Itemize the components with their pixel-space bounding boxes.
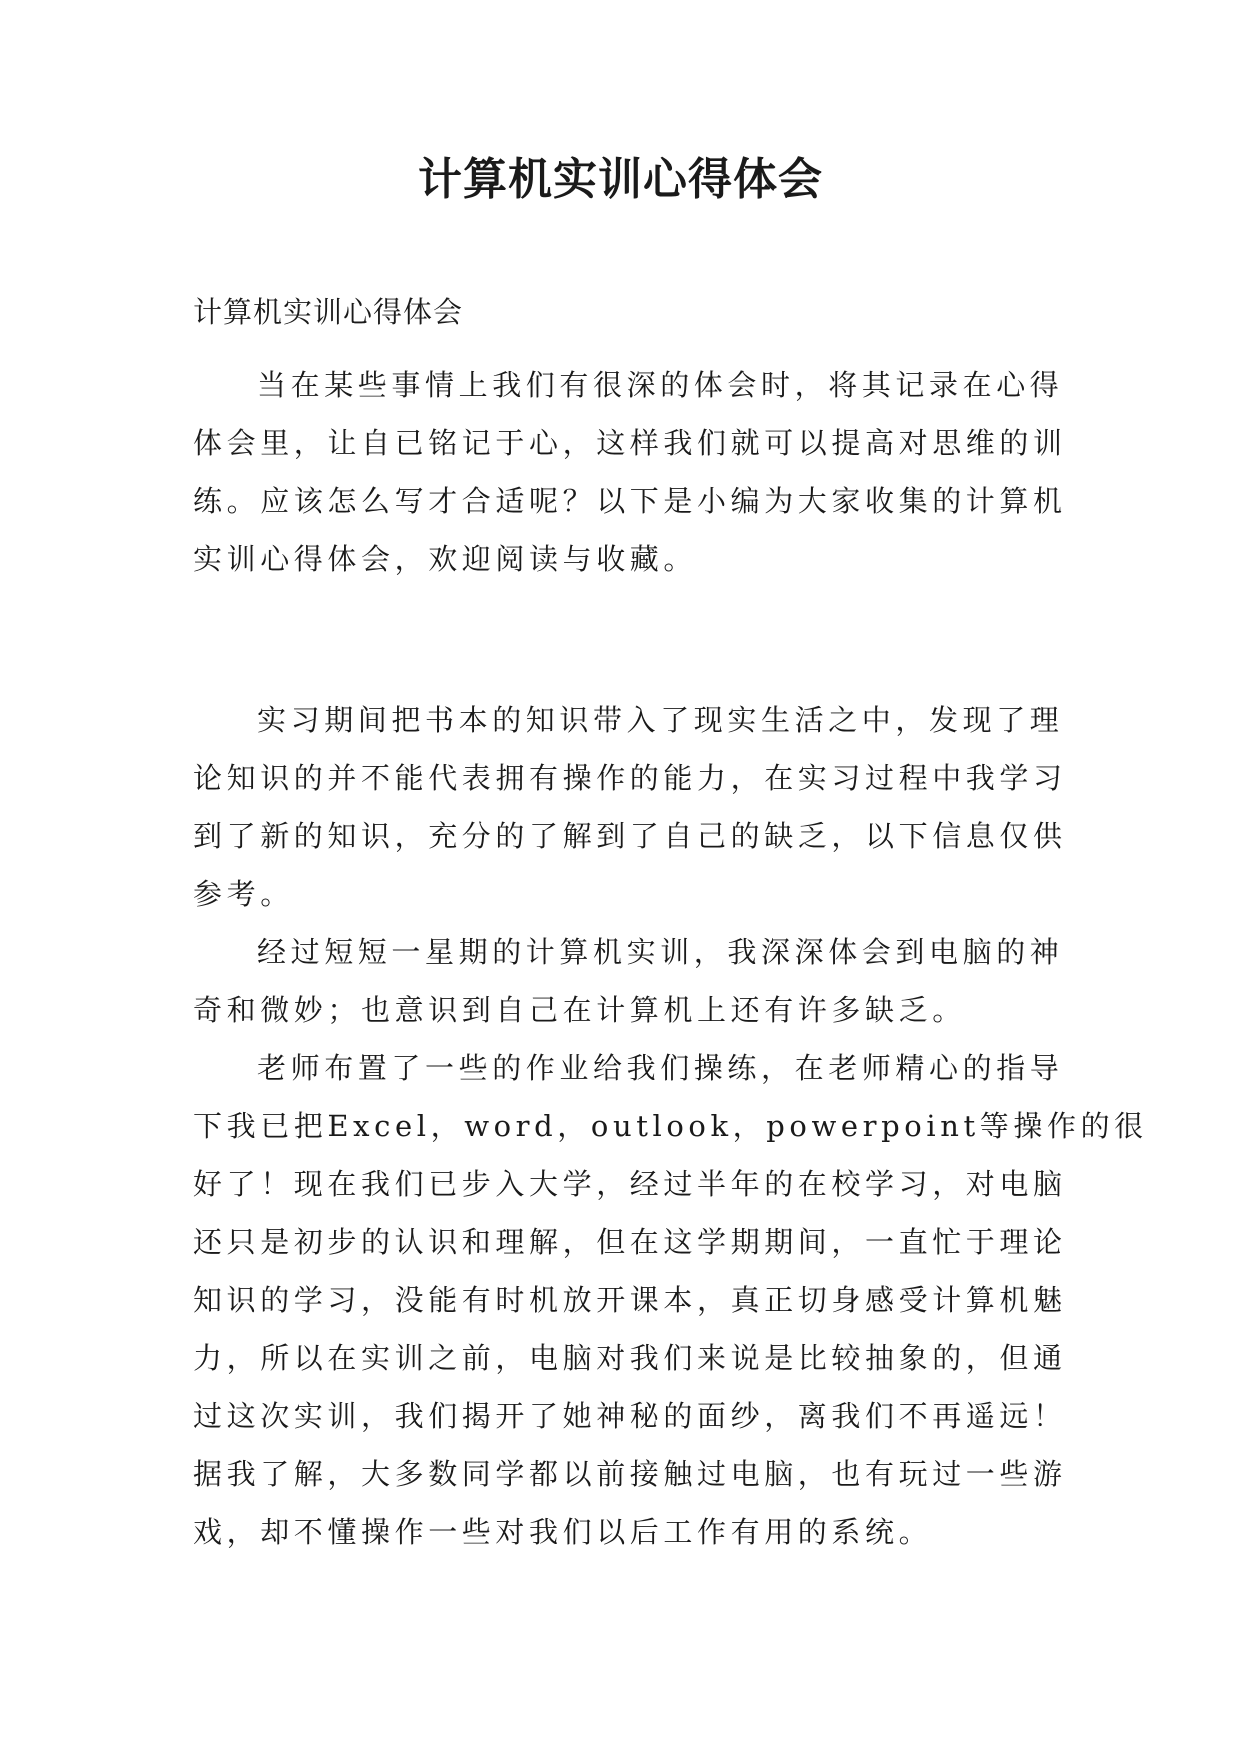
paragraph-one-week [193,923,1064,1039]
paragraph-line: 力，所以在实训之前，电脑对我们来说是比较抽象的，但通 [193,1341,1067,1375]
paragraph-line: 戏，却不懂操作一些对我们以后工作有用的系统。 [193,1515,933,1549]
paragraph-line: 经过短短一星期的计算机实训，我深深体会到电脑的神 [257,935,1064,969]
paragraph-line: 体会里，让自已铭记于心，这样我们就可以提高对思维的训 [193,426,1067,460]
paragraph-line: 实习期间把书本的知识带入了现实生活之中，发现了理 [257,703,1064,737]
paragraph-line: 论知识的并不能代表拥有操作的能力，在实习过程中我学习 [193,761,1067,795]
paragraph-teacher [193,1039,1148,1561]
paragraph-line: 还只是初步的认识和理解，但在这学期期间，一直忙于理论 [193,1225,1067,1259]
paragraph-line: 当在某些事情上我们有很深的体会时，将其记录在心得 [257,368,1064,402]
paragraph-line: 知识的学习，没能有时机放开课本，真正切身感受计算机魅 [193,1283,1067,1317]
paragraph-line: 到了新的知识，充分的了解到了自己的缺乏，以下信息仅供 [193,819,1067,853]
paragraph-line: 奇和微妙；也意识到自己在计算机上还有许多缺乏。 [193,993,966,1027]
paragraph-line: 据我了解，大多数同学都以前接触过电脑，也有玩过一些游 [193,1457,1067,1491]
paragraph-intro [193,356,1067,588]
paragraph-line: 好了！现在我们已步入大学，经过半年的在校学习，对电脑 [193,1167,1067,1201]
paragraph-line: 实训心得体会，欢迎阅读与收藏。 [193,542,698,576]
paragraph-line: 练。应该怎么写才合适呢？以下是小编为大家收集的计算机 [193,484,1067,518]
paragraph-line: 过这次实训，我们揭开了她神秘的面纱，离我们不再遥远！ [193,1399,1067,1433]
paragraph-line: 下我已把Excel，word，outlook，powerpoint等操作的很 [193,1109,1148,1143]
paragraph-line: 老师布置了一些的作业给我们操练，在老师精心的指导 [257,1051,1064,1085]
paragraph-line: 参考。 [193,877,294,911]
document-title: 计算机实训心得体会 [418,154,823,205]
document-subtitle: 计算机实训心得体会 [193,295,464,329]
paragraph-internship [193,691,1067,923]
